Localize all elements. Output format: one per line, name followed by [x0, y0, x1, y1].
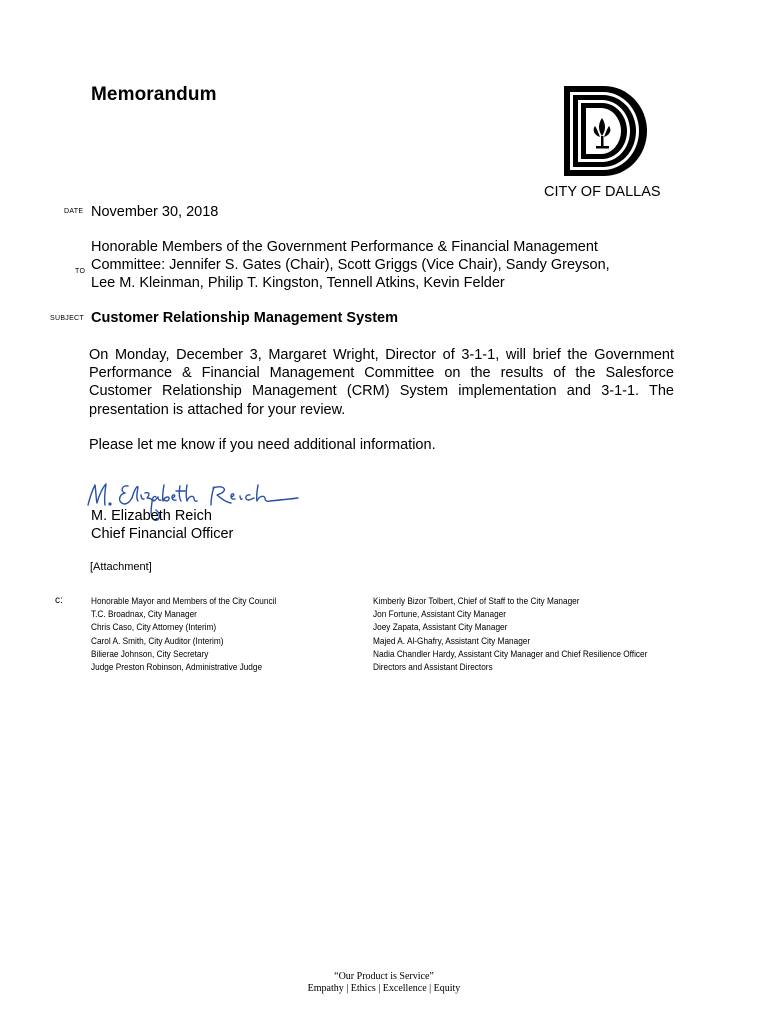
- page-footer: [0, 971, 768, 995]
- cc-recipient: Joey Zapata, Assistant City Manager: [373, 622, 508, 634]
- attachment-note: [Attachment]: [90, 561, 152, 573]
- to-label: TO: [75, 268, 86, 275]
- cc-list-left: [91, 595, 276, 674]
- footer-values: Empathy | Ethics | Excellence | Equity: [307, 983, 461, 994]
- cc-recipient: Nadia Chandler Hardy, Assistant City Manager and Chief Resilience Officer: [373, 648, 648, 660]
- cc-label: c:: [55, 595, 63, 606]
- cc-list-right: [373, 595, 647, 674]
- cc-recipient: Majed A. Al-Ghafry, Assistant City Manager: [373, 635, 531, 647]
- to-line: Committee: Jennifer S. Gates (Chair), Scott Griggs (Vice Chair), Sandy Greyson,: [91, 257, 610, 274]
- signer-title: Chief Financial Officer: [91, 526, 234, 542]
- city-of-dallas-logo-icon: [562, 84, 650, 178]
- signer-name: M. Elizabeth Reich: [91, 508, 212, 524]
- cc-recipient: T.C. Broadnax, City Manager: [91, 609, 197, 621]
- body-paragraph: Please let me know if you need additional information.: [89, 437, 436, 453]
- cc-recipient: Kimberly Bizor Tolbert, Chief of Staff to the City Manager: [373, 596, 580, 607]
- cc-recipient: Carol A. Smith, City Auditor (Interim): [91, 635, 224, 647]
- cc-recipient: Judge Preston Robinson, Administrative Judge: [91, 662, 263, 674]
- subject-label: SUBJECT: [50, 315, 84, 322]
- city-name: CITY OF DALLAS: [544, 184, 661, 200]
- to-line: Honorable Members of the Government Performance & Financial Management: [91, 239, 598, 255]
- memo-title: Memorandum: [91, 84, 217, 105]
- memo-subject: Customer Relationship Management System: [91, 310, 398, 326]
- cc-recipient: Chris Caso, City Attorney (Interim): [91, 622, 217, 634]
- date-label: DATE: [64, 208, 84, 215]
- cc-recipient: Jon Fortune, Assistant City Manager: [373, 609, 506, 621]
- cc-recipient: Honorable Mayor and Members of the City Council: [91, 596, 277, 607]
- cc-recipient: Directors and Assistant Directors: [373, 662, 493, 674]
- body-paragraph: On Monday, December 3, Margaret Wright, Director of 3-1-1, will brief the Government Performance & Financial Management Committee on the results of the Salesforce Customer Relationship Management (CRM) System implementation and 3-1-1. The presentation is attached for your review.: [89, 347, 674, 418]
- cc-recipient: Bilierae Johnson, City Secretary: [91, 648, 209, 660]
- footer-motto: “Our Product is Service”: [334, 971, 434, 982]
- to-recipients: [91, 238, 610, 293]
- to-line: Lee M. Kleinman, Philip T. Kingston, Tennell Atkins, Kevin Felder: [91, 275, 505, 292]
- memo-date: November 30, 2018: [91, 204, 219, 220]
